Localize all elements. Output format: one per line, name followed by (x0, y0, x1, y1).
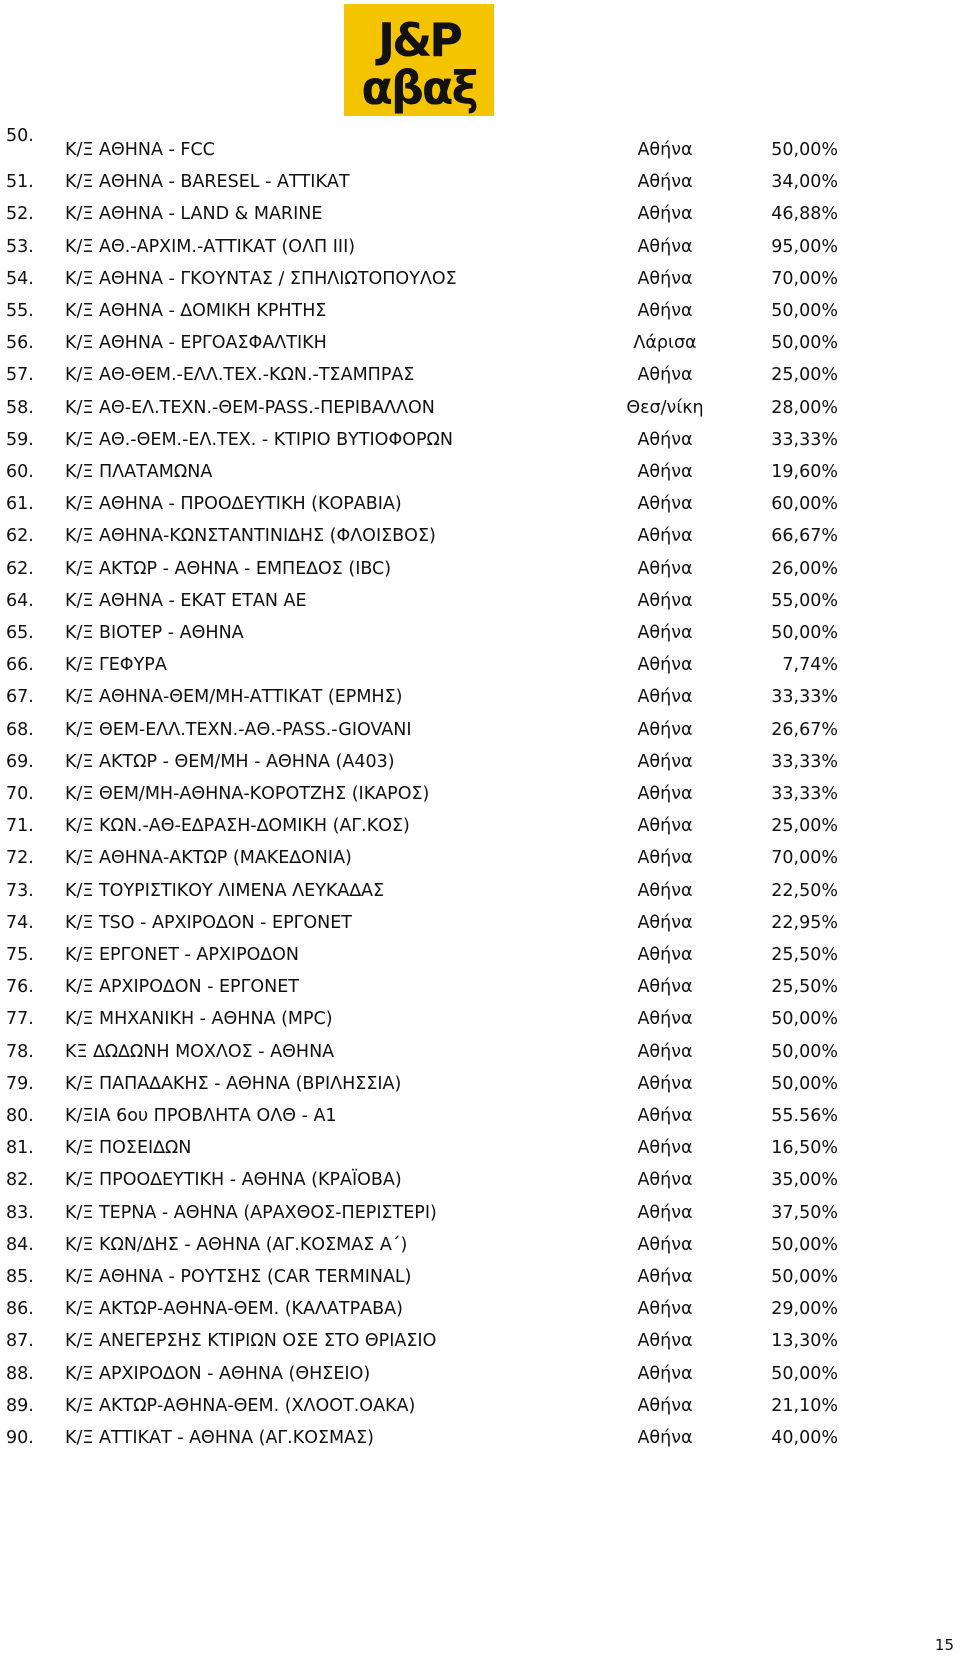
joint-venture-name: ΚΞ ∆Ω∆ΩΝΗ ΜΟΧΛΟΣ - ΑΘΗΝΑ (65, 1041, 335, 1062)
list-item (0, 554, 960, 584)
joint-venture-name: Κ/Ξ ΤΟΥΡΙΣΤΙΚΟΥ ΛΙΜΕΝΑ ΛΕΥΚΑ∆ΑΣ (65, 880, 385, 901)
joint-venture-name: Κ/Ξ ΑΘΗΝΑ - ΠΡΟΟ∆ΕΥΤΙΚΗ (ΚΟΡΑΒΙΑ) (65, 494, 402, 515)
city: Λάρισα (633, 333, 697, 354)
city: Αθήνα (637, 1202, 693, 1223)
item-number: 50. (6, 126, 34, 146)
city: Αθήνα (637, 945, 693, 965)
city: Αθήνα (637, 1428, 693, 1448)
city: Αθήνα (637, 301, 693, 321)
city: Αθήνα (637, 236, 693, 257)
joint-venture-name: Κ/Ξ ΚΩΝ/∆ΗΣ - ΑΘΗΝΑ (ΑΓ.ΚΟΣΜΑΣ Α΄) (65, 1234, 408, 1255)
city: Αθήνα (637, 365, 693, 386)
joint-venture-name: Κ/Ξ ΠΛΑΤΑΜΩΝΑ (65, 462, 213, 482)
city: Αθήνα (637, 494, 693, 515)
list-item (0, 360, 960, 390)
item-number: 76. (6, 977, 34, 998)
participation-percentage: 33,33% (771, 751, 838, 772)
participation-percentage: 33,33% (771, 687, 838, 708)
participation-percentage: 50,00% (771, 1041, 838, 1062)
list-item (0, 457, 960, 487)
participation-percentage: 35,00% (771, 1170, 838, 1191)
item-number: 62. (6, 526, 34, 547)
item-number: 56. (6, 333, 34, 354)
joint-venture-name: Κ/Ξ ΑΘΗΝΑ - FCC (65, 140, 215, 160)
participation-percentage: 7,74% (782, 655, 838, 676)
joint-venture-name: Κ/Ξ ΒΙΟΤΕΡ - ΑΘΗΝΑ (65, 623, 244, 643)
participation-percentage: 37,50% (771, 1202, 838, 1223)
item-number: 89. (6, 1395, 34, 1416)
participation-percentage: 50,00% (771, 301, 838, 321)
city: Αθήνα (637, 880, 693, 901)
participation-percentage: 66,67% (771, 526, 838, 547)
item-number: 65. (6, 623, 34, 643)
joint-venture-name: Κ/Ξ ΑΚΤΩΡ-ΑΘΗΝΑ-ΘΕΜ. (ΧΛΟΟΤ.ΟΑΚΑ) (65, 1395, 416, 1416)
item-number: 62. (6, 558, 34, 579)
city: Αθήνα (637, 784, 693, 804)
joint-venture-name: Κ/Ξ ΑΘΗΝΑ-ΘΕΜ/ΜΗ-ΑΤΤΙΚΑΤ (ΕΡΜΗΣ) (65, 687, 403, 708)
city: Αθήνα (637, 687, 693, 708)
city: Αθήνα (637, 590, 693, 611)
item-number: 78. (6, 1041, 34, 1062)
item-number: 71. (6, 816, 34, 837)
participation-percentage: 60,00% (771, 494, 838, 515)
list-item (0, 521, 960, 551)
participation-percentage: 50,00% (771, 1234, 838, 1255)
list-item (0, 1004, 960, 1034)
item-number: 88. (6, 1363, 34, 1384)
list-item (0, 425, 960, 455)
joint-venture-name: Κ/Ξ ΠΡΟΟ∆ΕΥΤΙΚΗ - ΑΘΗΝΑ (ΚΡΑΪΟΒΑ) (65, 1170, 402, 1191)
participation-percentage: 50,00% (771, 140, 838, 160)
item-number: 53. (6, 236, 34, 257)
list-item (0, 232, 960, 262)
item-number: 59. (6, 429, 34, 450)
city: Αθήνα (637, 719, 693, 740)
city: Αθήνα (637, 172, 693, 193)
list-item (0, 940, 960, 970)
city: Αθήνα (637, 204, 693, 225)
list-item (0, 650, 960, 680)
list-item (0, 1262, 960, 1292)
city: Αθήνα (637, 977, 693, 998)
joint-venture-name: Κ/Ξ ΑΡΧΙΡΟ∆ΟΝ - ΑΘΗΝΑ (ΘΗΣΕΙΟ) (65, 1363, 371, 1384)
participation-percentage: 70,00% (771, 848, 838, 869)
joint-venture-name: Κ/ΞΙΑ 6ου ΠΡΟΒΛΗΤΑ ΟΛΘ - Α1 (65, 1106, 337, 1126)
city: Αθήνα (637, 1363, 693, 1384)
list-item (0, 1391, 960, 1421)
item-number: 52. (6, 204, 34, 225)
item-number: 80. (6, 1106, 34, 1126)
item-number: 90. (6, 1428, 34, 1448)
item-number: 81. (6, 1138, 34, 1159)
list-item (0, 167, 960, 197)
list-item (0, 1230, 960, 1260)
participation-percentage: 19,60% (771, 462, 838, 482)
city: Αθήνα (637, 1009, 693, 1030)
item-number: 77. (6, 1009, 34, 1030)
item-number: 68. (6, 719, 34, 740)
city: Αθήνα (637, 1106, 693, 1126)
joint-venture-name: Κ/Ξ ΑΘ-ΕΛ.ΤΕΧΝ.-ΘΕΜ-PASS.-ΠΕΡΙΒΑΛΛΟΝ (65, 397, 435, 418)
participation-percentage: 55.56% (771, 1106, 838, 1126)
list-item (0, 811, 960, 841)
company-logo-graphic (344, 4, 494, 116)
city: Αθήνα (637, 848, 693, 869)
list-item (0, 586, 960, 616)
joint-venture-name: Κ/Ξ ΑΘΗΝΑ-ΚΩΝΣΤΑΝΤΙΝΙ∆ΗΣ (ΦΛΟΙΣΒΟΣ) (65, 526, 436, 547)
city: Αθήνα (637, 1331, 693, 1352)
joint-venture-name: Κ/Ξ ΜΗΧΑΝΙΚΗ - ΑΘΗΝΑ (MPC) (65, 1009, 333, 1030)
list-item (0, 747, 960, 777)
participation-percentage: 26,00% (771, 558, 838, 579)
city: Αθήνα (637, 1041, 693, 1062)
joint-venture-name: Κ/Ξ ΑΤΤΙΚΑΤ - ΑΘΗΝΑ (ΑΓ.ΚΟΣΜΑΣ) (65, 1428, 374, 1448)
joint-venture-name: Κ/Ξ ΘΕΜ-ΕΛΛ.ΤΕΧΝ.-ΑΘ.-PASS.-GIOVANI (65, 719, 412, 740)
joint-venture-name: Κ/Ξ ΑΘΗΝΑ - LAND & MARINE (65, 204, 323, 225)
list-item (0, 1069, 960, 1099)
list-item (0, 296, 960, 326)
item-number: 61. (6, 494, 34, 515)
list-item (0, 1359, 960, 1389)
participation-percentage: 50,00% (771, 333, 838, 354)
item-number: 87. (6, 1331, 34, 1352)
list-item (0, 1294, 960, 1324)
joint-venture-name: Κ/Ξ ΑΘΗΝΑ - ΕΚΑΤ ΕΤΑΝ ΑΕ (65, 590, 307, 611)
city: Αθήνα (637, 751, 693, 772)
item-number: 79. (6, 1073, 34, 1094)
item-number: 84. (6, 1234, 34, 1255)
list-item (0, 199, 960, 229)
city: Αθήνα (637, 1267, 693, 1287)
item-number: 57. (6, 365, 34, 386)
page-number: 15 (934, 1636, 954, 1654)
list-item (0, 328, 960, 358)
participation-percentage: 50,00% (771, 1009, 838, 1030)
participation-percentage: 46,88% (771, 204, 838, 225)
list-item (0, 393, 960, 423)
city: Αθήνα (637, 140, 693, 160)
item-number: 70. (6, 784, 34, 804)
item-number: 86. (6, 1299, 34, 1320)
item-number: 66. (6, 655, 34, 676)
item-number: 85. (6, 1267, 34, 1287)
list-item (0, 843, 960, 873)
joint-venture-name: Κ/Ξ ΑΘΗΝΑ-ΑΚΤΩΡ (ΜΑΚΕ∆ΟΝΙΑ) (65, 848, 352, 869)
city: Αθήνα (637, 623, 693, 643)
participation-percentage: 28,00% (771, 397, 838, 418)
participation-percentage: 26,67% (771, 719, 838, 740)
city: Αθήνα (637, 268, 693, 289)
participation-percentage: 70,00% (771, 268, 838, 289)
participation-percentage: 50,00% (771, 623, 838, 643)
participation-percentage: 25,00% (771, 365, 838, 386)
participation-percentage: 55,00% (771, 590, 838, 611)
participation-percentage: 16,50% (771, 1138, 838, 1159)
city: Αθήνα (637, 429, 693, 450)
participation-percentage: 50,00% (771, 1363, 838, 1384)
participation-percentage: 22,50% (771, 880, 838, 901)
joint-venture-name: Κ/Ξ ΑΘ-ΘΕΜ.-ΕΛΛ.ΤΕΧ.-ΚΩΝ.-ΤΣΑΜΠΡΑΣ (65, 365, 415, 386)
item-number: 69. (6, 751, 34, 772)
city: Αθήνα (637, 1170, 693, 1191)
list-item (0, 1133, 960, 1163)
list-item (0, 715, 960, 745)
list-item (0, 908, 960, 938)
item-number: 58. (6, 397, 34, 418)
list-item (0, 1198, 960, 1228)
joint-venture-name: Κ/Ξ TSO - ΑΡΧΙΡΟ∆ΟΝ - ΕΡΓΟΝΕΤ (65, 912, 352, 933)
logo-bottom-text: αβαξ (361, 61, 477, 115)
participation-percentage: 50,00% (771, 1073, 838, 1094)
city: Αθήνα (637, 1138, 693, 1159)
list-item (0, 1101, 960, 1131)
logo-top-text: J&P (378, 13, 460, 67)
city: Αθήνα (637, 1299, 693, 1320)
item-number: 83. (6, 1202, 34, 1223)
item-number: 54. (6, 268, 34, 289)
item-number: 74. (6, 912, 34, 933)
list-item (0, 1037, 960, 1067)
list-item (0, 972, 960, 1002)
city: Αθήνα (637, 655, 693, 676)
joint-venture-name: Κ/Ξ ΑΘ.-ΑΡΧΙΜ.-ΑΤΤΙΚΑΤ (ΟΛΠ ΙΙΙ) (65, 236, 356, 257)
list-item (0, 489, 960, 519)
joint-venture-name: Κ/Ξ ΤΕΡΝΑ - ΑΘΗΝΑ (ΑΡΑΧΘΟΣ-ΠΕΡΙΣΤΕΡΙ) (65, 1202, 437, 1223)
participation-percentage: 34,00% (771, 172, 838, 193)
joint-venture-name: Κ/Ξ ΑΘ.-ΘΕΜ.-ΕΛ.ΤΕΧ. - ΚΤΙΡΙΟ ΒΥΤΙΟΦΟΡΩΝ (65, 429, 454, 450)
city: Αθήνα (637, 912, 693, 933)
participation-percentage: 25,50% (771, 977, 838, 998)
participation-percentage: 33,33% (771, 429, 838, 450)
joint-venture-name: Κ/Ξ ΕΡΓΟΝΕΤ - ΑΡΧΙΡΟ∆ΟΝ (65, 945, 299, 965)
city: Αθήνα (637, 816, 693, 837)
participation-percentage: 22,95% (771, 912, 838, 933)
list-item (0, 1165, 960, 1195)
joint-venture-name: Κ/Ξ ΘΕΜ/ΜΗ-ΑΘΗΝΑ-ΚΟΡΟΤΖΗΣ (ΙΚΑΡΟΣ) (65, 784, 430, 804)
list-item (0, 1423, 960, 1453)
participation-percentage: 25,50% (771, 945, 838, 965)
joint-venture-name: Κ/Ξ ΑΚΤΩΡ - ΑΘΗΝΑ - ΕΜΠΕ∆ΟΣ (IBC) (65, 558, 392, 579)
joint-venture-name: Κ/Ξ ΑΘΗΝΑ - ΡΟΥΤΣΗΣ (CAR TERMINAL) (65, 1267, 412, 1287)
joint-venture-name: Κ/Ξ ΠΟΣΕΙ∆ΩΝ (65, 1138, 192, 1159)
joint-venture-name: Κ/Ξ ΑΡΧΙΡΟ∆ΟΝ - ΕΡΓΟΝΕΤ (65, 977, 299, 998)
participation-percentage: 21,10% (771, 1395, 838, 1416)
list-item (0, 779, 960, 809)
item-number: 55. (6, 301, 34, 321)
item-number: 82. (6, 1170, 34, 1191)
item-number: 60. (6, 462, 34, 482)
participation-percentage: 25,00% (771, 816, 838, 837)
joint-venture-name: Κ/Ξ ΑΚΤΩΡ - ΘΕΜ/ΜΗ - ΑΘΗΝΑ (Α403) (65, 751, 395, 772)
city: Αθήνα (637, 526, 693, 547)
item-number: 51. (6, 172, 34, 193)
item-number: 75. (6, 945, 34, 965)
list-item (0, 126, 960, 165)
joint-venture-name: Κ/Ξ ΑΘΗΝΑ - ΓΚΟΥΝΤΑΣ / ΣΠΗΛΙΩΤΟΠΟΥΛΟΣ (65, 268, 457, 289)
joint-venture-name: Κ/Ξ ΑΝΕΓΕΡΣΗΣ ΚΤΙΡΙΩΝ ΟΣΕ ΣΤΟ ΘΡΙΑΣΙΟ (65, 1331, 437, 1352)
list-item (0, 682, 960, 712)
city: Θεσ/νίκη (626, 397, 704, 418)
city: Αθήνα (637, 558, 693, 579)
joint-venture-name: Κ/Ξ ΑΚΤΩΡ-ΑΘΗΝΑ-ΘΕΜ. (ΚΑΛΑΤΡΑΒΑ) (65, 1299, 403, 1320)
list-item (0, 1326, 960, 1356)
item-number: 67. (6, 687, 34, 708)
participation-percentage: 50,00% (771, 1267, 838, 1287)
city: Αθήνα (637, 1395, 693, 1416)
city: Αθήνα (637, 1073, 693, 1094)
city: Αθήνα (637, 462, 693, 482)
participation-percentage: 33,33% (771, 784, 838, 804)
list-item (0, 618, 960, 648)
item-number: 73. (6, 880, 34, 901)
joint-venture-name: Κ/Ξ ΑΘΗΝΑ - ∆ΟΜΙΚΗ ΚΡΗΤΗΣ (65, 301, 327, 321)
list-item (0, 876, 960, 906)
joint-venture-name: Κ/Ξ ΑΘΗΝΑ - ΕΡΓΟΑΣΦΑΛΤΙΚΗ (65, 333, 327, 354)
item-number: 72. (6, 848, 34, 869)
participation-percentage: 13,30% (771, 1331, 838, 1352)
participation-percentage: 95,00% (771, 236, 838, 257)
company-logo (344, 4, 494, 116)
item-number: 64. (6, 590, 34, 611)
city: Αθήνα (637, 1234, 693, 1255)
participation-percentage: 40,00% (771, 1428, 838, 1448)
joint-venture-name: Κ/Ξ ΠΑΠΑ∆ΑΚΗΣ - ΑΘΗΝΑ (ΒΡΙΛΗΣΣΙΑ) (65, 1073, 402, 1094)
joint-venture-name: Κ/Ξ ΑΘΗΝΑ - BARESEL - ΑΤΤΙΚΑΤ (65, 172, 350, 193)
list-item (0, 264, 960, 294)
joint-venture-name: Κ/Ξ ΓΕΦΥΡΑ (65, 655, 167, 676)
joint-venture-name: Κ/Ξ ΚΩΝ.-ΑΘ-Ε∆ΡΑΣΗ-∆ΟΜΙΚΗ (ΑΓ.ΚΟΣ) (65, 816, 410, 837)
participation-percentage: 29,00% (771, 1299, 838, 1320)
